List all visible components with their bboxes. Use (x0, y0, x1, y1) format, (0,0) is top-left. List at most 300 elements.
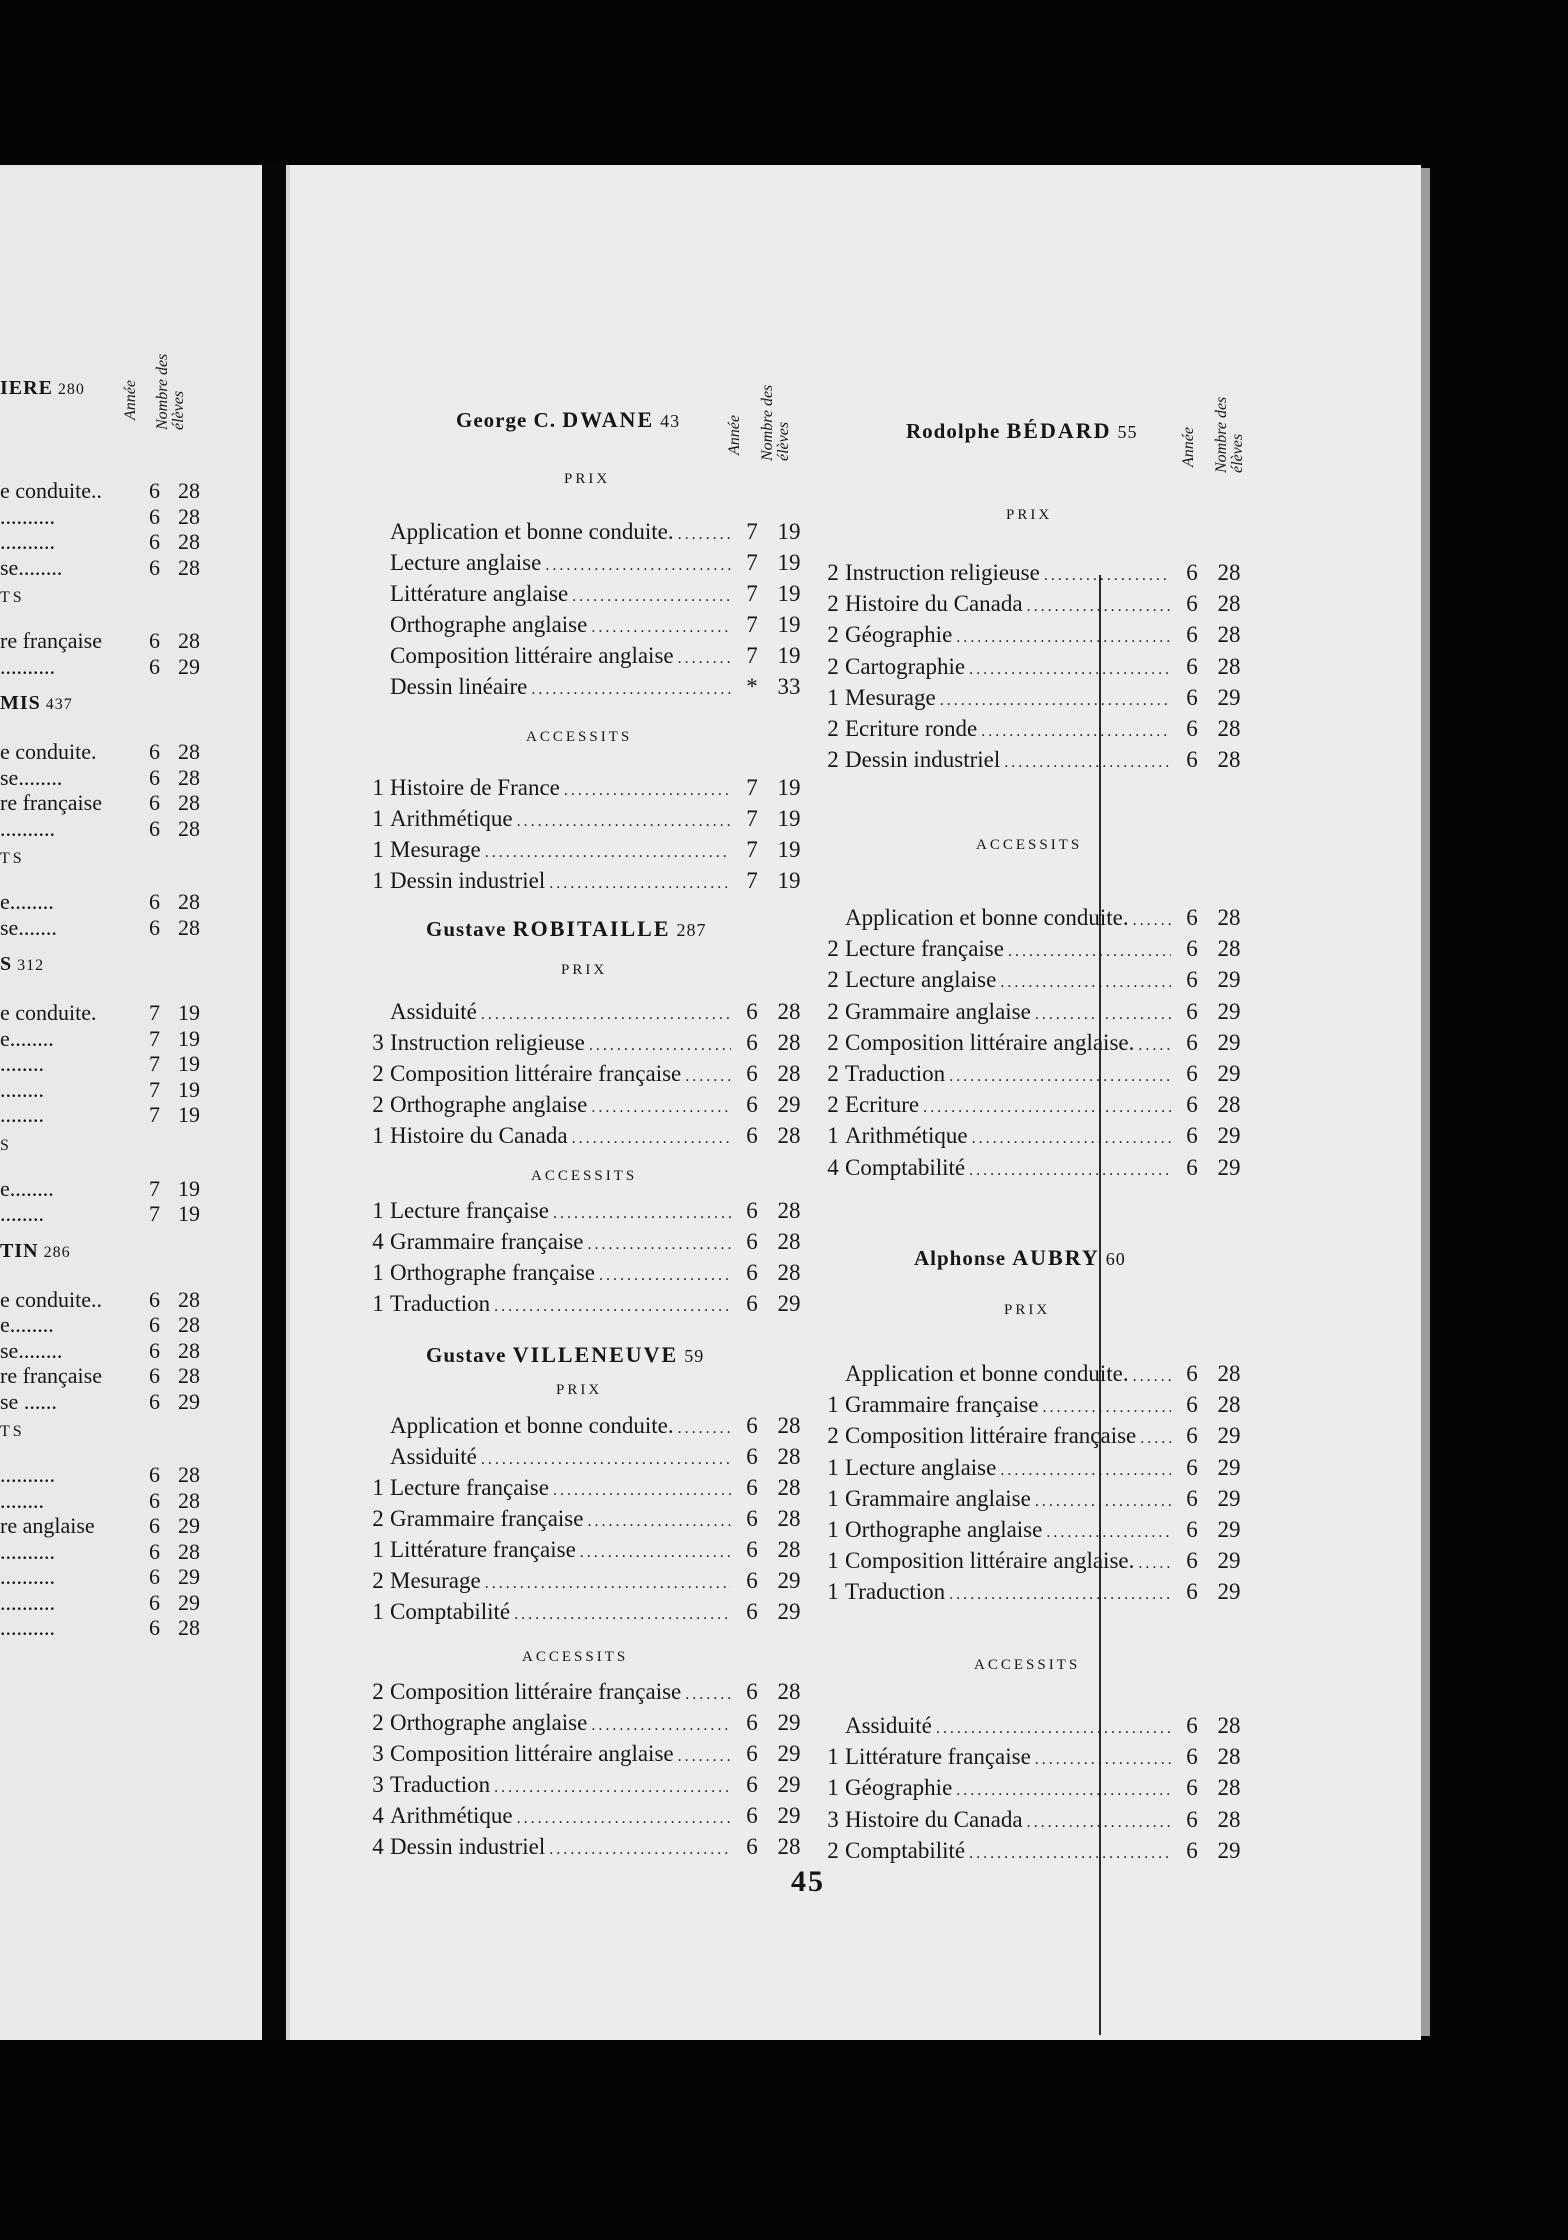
prize-row (821, 620, 1251, 650)
subject-name: Histoire de France (390, 775, 560, 800)
leader-dots (1042, 1393, 1171, 1423)
subject-name: Cartographie (845, 653, 966, 679)
prize-row-fragment (0, 1175, 200, 1203)
pupil-count: 29 (178, 1513, 200, 1538)
rank-number: 4 (827, 1154, 839, 1180)
rank-number: 2 (827, 936, 839, 962)
year-value: 6 (1186, 1579, 1198, 1605)
rank-number: 2 (827, 591, 839, 617)
student-first-name: Gustave (426, 1343, 507, 1367)
rank-number: 1 (372, 1291, 384, 1316)
subject-name: Géographie (845, 1775, 953, 1801)
pupil-count: 28 (178, 1337, 200, 1363)
student-name (906, 418, 1138, 444)
year-value: 6 (149, 739, 160, 764)
subject-fragment: .......... (0, 1538, 55, 1564)
prize-row (821, 1359, 1251, 1389)
year-value: 6 (746, 1092, 758, 1117)
student-name (426, 916, 707, 942)
leader-dots (1138, 1549, 1171, 1579)
student-last-name: ROBITAILLE (512, 916, 671, 941)
year-value: 7 (746, 868, 758, 893)
year-value: 6 (149, 653, 160, 679)
rank-number: 2 (372, 1568, 384, 1593)
page-edge (1421, 168, 1430, 2036)
subject-fragment: e........ (0, 889, 54, 914)
subject-name: Composition littéraire anglaise (390, 643, 674, 668)
rank-number: 2 (372, 1061, 384, 1086)
leader-dots (494, 1773, 731, 1803)
accessits-heading: ACCESSITS (974, 1657, 1081, 1673)
student-name (456, 407, 680, 433)
subject-name: Mesurage (390, 837, 481, 862)
subject-fragment: ........ (0, 1076, 44, 1102)
prize-row (366, 1059, 811, 1089)
pupil-count: 28 (1217, 747, 1241, 773)
subject-fragment: se........ (0, 554, 63, 580)
prize-row (821, 745, 1251, 775)
prize-row (366, 1535, 811, 1565)
student-last-name: MIS (0, 692, 41, 714)
rank-number: 1 (372, 1198, 384, 1223)
year-value: 6 (746, 1444, 758, 1469)
student-last-name: IERE (0, 377, 53, 399)
pupil-count: 28 (777, 1061, 801, 1086)
subject-fragment: re française (0, 1363, 102, 1388)
page-number: 45 (791, 1865, 825, 1898)
subject-fragment: .......... (0, 1615, 55, 1640)
year-value: 6 (149, 503, 160, 529)
leader-dots (678, 1414, 731, 1444)
year-value: 6 (1186, 653, 1198, 679)
section-heading-fragment: TS (0, 589, 25, 606)
student-last-name: DWANE (562, 407, 655, 432)
year-value: 6 (1186, 1061, 1198, 1086)
subject-name: Assiduité (390, 1444, 477, 1469)
accessits-heading: ACCESSITS (522, 1649, 629, 1665)
rank-number: 1 (372, 868, 384, 893)
year-value: 6 (1186, 1713, 1198, 1738)
leader-dots (587, 1230, 731, 1260)
subject-fragment: .......... (0, 815, 55, 841)
leader-dots (940, 686, 1171, 716)
subject-name: Lecture française (845, 936, 1004, 962)
year-value: 6 (746, 999, 758, 1024)
year-value: 6 (746, 1803, 758, 1828)
prize-row (366, 1411, 811, 1441)
prize-row-fragment (0, 477, 200, 505)
year-value: 6 (1186, 1392, 1198, 1418)
leader-dots (949, 1062, 1171, 1092)
subject-name: Orthographe anglaise (390, 1710, 588, 1735)
pupil-count: 29 (777, 1772, 801, 1797)
pupil-count: 28 (777, 1413, 801, 1438)
pupil-count: 29 (777, 1568, 801, 1593)
prize-row-fragment (0, 1311, 200, 1339)
pupil-count: 19 (777, 775, 801, 800)
count-column-header: Nombre des élèves (154, 353, 187, 430)
prix-heading: PRIX (1006, 507, 1053, 523)
subject-name: Arithmétique (390, 1803, 513, 1828)
prize-row-fragment (0, 789, 200, 817)
student-last-name: BÉDARD (1006, 418, 1112, 443)
subject-name: Composition littéraire anglaise (390, 1741, 674, 1766)
accessit-row (821, 1805, 1251, 1835)
pupil-count: 28 (178, 1312, 200, 1337)
student-id: 437 (45, 696, 73, 713)
leader-dots (589, 1031, 731, 1061)
subject-name: Grammaire anglaise (845, 1485, 1031, 1511)
pupil-count: 28 (1217, 1713, 1241, 1738)
pupil-count: 28 (178, 790, 200, 815)
rank-number: 2 (827, 1423, 839, 1449)
pupil-count: 28 (1217, 591, 1241, 617)
year-value: 6 (1186, 1837, 1198, 1863)
accessit-row (821, 903, 1251, 933)
rank-number: 2 (827, 747, 839, 773)
prix-heading: PRIX (1004, 1302, 1051, 1318)
student-name-fragment (0, 953, 44, 976)
pupil-count: 28 (178, 529, 200, 554)
subject-fragment: ........ (0, 1051, 44, 1076)
accessit-row (366, 804, 811, 834)
pupil-count: 29 (777, 1741, 801, 1766)
subject-name: Dessin linéaire (390, 674, 528, 699)
year-value: * (746, 674, 758, 699)
subject-name: Orthographe anglaise (390, 1092, 588, 1117)
section-heading-fragment: S (0, 1136, 12, 1154)
year-value: 7 (746, 643, 758, 668)
subject-fragment: e........ (0, 1025, 54, 1051)
pupil-count: 28 (777, 1229, 801, 1254)
rank-number: 2 (372, 1506, 384, 1531)
prize-row (366, 1473, 811, 1503)
section-heading-fragment: TS (0, 1423, 25, 1440)
subject-name: Assiduité (390, 999, 477, 1024)
year-value: 6 (746, 1772, 758, 1797)
pupil-count: 29 (178, 1564, 200, 1589)
subject-name: Orthographe anglaise (845, 1517, 1043, 1542)
pupil-count: 28 (777, 1123, 801, 1148)
leader-dots (485, 838, 731, 868)
leader-dots (517, 1804, 731, 1834)
year-value: 7 (746, 806, 758, 831)
rank-number: 1 (827, 1579, 839, 1605)
rank-number: 2 (372, 1092, 384, 1117)
prize-row (366, 610, 811, 640)
subject-name: Histoire du Canada (390, 1123, 568, 1148)
year-value: 6 (746, 1599, 758, 1624)
prize-row (366, 548, 811, 578)
student-first-name: Gustave (426, 917, 507, 941)
accessit-row (366, 1770, 811, 1800)
left-page-content (0, 165, 262, 2040)
year-value: 6 (149, 1615, 160, 1640)
pupil-count: 29 (777, 1092, 801, 1117)
leader-dots (549, 869, 731, 899)
accessit-row (366, 773, 811, 803)
year-value: 7 (149, 1175, 160, 1201)
pupil-count: 28 (777, 999, 801, 1024)
accessits-heading: ACCESSITS (976, 837, 1083, 853)
pupil-count: 19 (178, 1025, 200, 1051)
prize-row (366, 1566, 811, 1596)
year-value: 6 (746, 1568, 758, 1593)
year-value: 7 (746, 775, 758, 800)
pupil-count: 29 (1217, 1548, 1241, 1574)
pupil-count: 29 (1217, 967, 1241, 993)
subject-name: Mesurage (390, 1568, 481, 1593)
pupil-count: 29 (777, 1599, 801, 1624)
rank-number: 1 (827, 1744, 839, 1770)
prize-row (366, 1121, 811, 1151)
year-value: 6 (1186, 1154, 1198, 1180)
pupil-count: 28 (178, 889, 200, 914)
pupil-count: 28 (178, 1286, 200, 1312)
subject-name: Ecriture ronde (845, 716, 978, 741)
leader-dots (517, 807, 731, 837)
leader-dots (1140, 1424, 1171, 1454)
year-value: 7 (746, 550, 758, 575)
leader-dots (1035, 1000, 1171, 1030)
pupil-count: 28 (178, 764, 200, 790)
year-value: 6 (149, 628, 160, 653)
year-value: 7 (746, 837, 758, 862)
prize-row-fragment (0, 1050, 200, 1078)
subject-fragment: e........ (0, 1312, 54, 1337)
rank-number: 1 (372, 1599, 384, 1624)
student-name-fragment (0, 1240, 71, 1263)
prize-row-fragment (0, 1487, 200, 1515)
rank-number: 1 (372, 806, 384, 831)
student-id: 312 (17, 957, 45, 974)
pupil-count: 29 (1217, 1454, 1241, 1480)
subject-name: Dessin industriel (390, 868, 546, 893)
student-last-name: VILLENEUVE (512, 1342, 679, 1367)
leader-dots (591, 1711, 731, 1741)
pupil-count: 28 (1217, 560, 1241, 585)
rank-number: 1 (372, 775, 384, 800)
year-value: 6 (149, 1589, 160, 1615)
section-heading-fragment: TS (0, 850, 25, 867)
year-value: 7 (746, 519, 758, 544)
pupil-count: 19 (178, 1175, 200, 1201)
year-value: 6 (149, 790, 160, 815)
subject-name: Dessin industriel (845, 747, 1001, 773)
subject-name: Composition littéraire française (390, 1679, 682, 1704)
student-last-name: AUBRY (1012, 1245, 1100, 1270)
subject-name: Traduction (390, 1772, 491, 1797)
accessit-row (821, 1059, 1251, 1089)
student-id: 60 (1105, 1249, 1126, 1269)
student-name-fragment (0, 377, 85, 400)
year-value: 6 (149, 1286, 160, 1312)
prize-row (821, 683, 1251, 713)
prize-row-fragment (0, 554, 200, 582)
leader-dots (923, 1093, 1171, 1123)
rank-number: 2 (372, 1679, 384, 1704)
pupil-count: 29 (1217, 998, 1241, 1024)
year-value: 6 (746, 1710, 758, 1735)
accessit-row (821, 1090, 1251, 1120)
pupil-count: 28 (777, 1030, 801, 1055)
prize-row-fragment (0, 1589, 200, 1617)
student-first-name: Rodolphe (906, 419, 1001, 443)
subject-name: Lecture française (390, 1198, 549, 1223)
pupil-count: 28 (777, 1679, 801, 1704)
rank-number: 1 (372, 1537, 384, 1562)
prize-row-fragment (0, 627, 200, 655)
accessit-row (821, 1742, 1251, 1772)
year-value: 6 (746, 1741, 758, 1766)
accessit-row (821, 1028, 1251, 1058)
leader-dots (545, 551, 731, 581)
rank-number: 4 (372, 1834, 384, 1859)
pupil-count: 29 (1217, 1123, 1241, 1149)
prize-row-fragment (0, 1076, 200, 1104)
year-value: 6 (149, 1513, 160, 1538)
page-45 (286, 165, 1421, 2040)
year-value: 6 (149, 764, 160, 790)
pupil-count: 28 (1217, 1361, 1241, 1386)
subject-name: Arithmétique (390, 806, 513, 831)
subject-fragment: .......... (0, 653, 55, 679)
year-value: 7 (149, 1000, 160, 1025)
pupil-count: 19 (178, 1000, 200, 1025)
leader-dots (956, 623, 1171, 653)
year-value: 6 (746, 1229, 758, 1254)
student-id: 55 (1117, 422, 1138, 442)
subject-fragment: .......... (0, 503, 55, 529)
year-value: 6 (746, 1537, 758, 1562)
pupil-count: 28 (1217, 905, 1241, 930)
leader-dots (678, 520, 731, 550)
leader-dots (685, 1680, 731, 1710)
subject-name: Littérature anglaise (390, 581, 569, 606)
subject-fragment: .......... (0, 1564, 55, 1589)
subject-name: Comptabilité (845, 1837, 966, 1863)
pupil-count: 28 (178, 554, 200, 580)
year-value: 6 (1186, 1361, 1198, 1386)
year-value: 6 (1186, 998, 1198, 1024)
student-id: 286 (43, 1243, 71, 1261)
student-name (914, 1245, 1126, 1271)
pupil-count: 28 (178, 628, 200, 653)
leader-dots (1027, 1808, 1171, 1838)
subject-name: Dessin industriel (390, 1834, 546, 1859)
subject-name: Orthographe anglaise (390, 612, 588, 637)
year-value: 6 (149, 914, 160, 940)
year-value: 6 (746, 1123, 758, 1148)
subject-fragment: re anglaise (0, 1513, 95, 1538)
pupil-count: 28 (1217, 1392, 1241, 1418)
year-column-header: Année (122, 380, 139, 420)
rank-number: 1 (827, 1485, 839, 1511)
rank-number: 2 (827, 716, 839, 741)
rank-number: 1 (372, 837, 384, 862)
rank-number: 4 (372, 1229, 384, 1254)
rank-number: 1 (827, 1392, 839, 1418)
pupil-count: 28 (777, 1475, 801, 1500)
subject-name: Littérature française (845, 1744, 1031, 1770)
year-value: 6 (1186, 1775, 1198, 1801)
year-value: 6 (149, 1564, 160, 1589)
rank-number: 1 (827, 1517, 839, 1542)
accessit-row (366, 1227, 811, 1257)
prix-heading: PRIX (561, 962, 608, 978)
subject-name: Histoire du Canada (845, 1806, 1023, 1832)
pupil-count: 29 (1217, 1485, 1241, 1511)
pupil-count: 19 (777, 868, 801, 893)
year-value: 6 (1186, 1029, 1198, 1055)
student-id: 43 (660, 411, 681, 431)
year-value: 6 (746, 1475, 758, 1500)
leader-dots (485, 1569, 731, 1599)
subject-name: Orthographe française (390, 1260, 595, 1285)
leader-dots (591, 1093, 731, 1123)
year-value: 6 (1186, 1454, 1198, 1480)
leader-dots (1133, 1362, 1171, 1392)
year-value: 6 (746, 1413, 758, 1438)
year-value: 6 (149, 1462, 160, 1487)
prize-row (366, 1090, 811, 1120)
prize-row (821, 1577, 1251, 1607)
pupil-count: 28 (178, 1462, 200, 1487)
subject-name: Application et bonne conduite. (390, 1413, 674, 1438)
pupil-count: 28 (1217, 1092, 1241, 1118)
leader-dots (599, 1261, 731, 1291)
prize-row (821, 589, 1251, 619)
left-page-fragment (0, 165, 262, 2040)
prize-row (366, 1442, 811, 1472)
student-id: 287 (676, 920, 707, 940)
rank-number: 4 (372, 1803, 384, 1828)
subject-name: Comptabilité (390, 1599, 511, 1624)
pupil-count: 19 (777, 806, 801, 831)
prize-row-fragment (0, 914, 200, 942)
pupil-count: 28 (1217, 1806, 1241, 1832)
year-value: 6 (149, 1363, 160, 1388)
leader-dots (494, 1292, 731, 1322)
year-value: 6 (1186, 1744, 1198, 1770)
subject-name: Instruction religieuse (845, 560, 1040, 585)
leader-dots (1035, 1745, 1171, 1775)
prize-row (821, 1484, 1251, 1514)
subject-name: Composition littéraire anglaise. (845, 1029, 1135, 1055)
accessits-heading: ACCESSITS (526, 729, 633, 745)
leader-dots (481, 1445, 731, 1475)
accessit-row (366, 1289, 811, 1319)
subject-name: Grammaire française (390, 1506, 584, 1531)
year-value: 6 (1186, 1548, 1198, 1574)
pupil-count: 29 (777, 1291, 801, 1316)
prize-row (821, 1546, 1251, 1576)
subject-name: Application et bonne conduite. (845, 905, 1129, 930)
prize-row (366, 517, 811, 547)
accessit-row (366, 1677, 811, 1707)
pupil-count: 28 (178, 815, 200, 841)
leader-dots (1000, 968, 1171, 998)
subject-fragment: se........ (0, 1337, 63, 1363)
subject-fragment: re française (0, 790, 102, 815)
year-value: 7 (149, 1025, 160, 1051)
prize-row-fragment (0, 999, 200, 1027)
year-value: 7 (149, 1201, 160, 1226)
accessit-row (366, 1801, 811, 1831)
pupil-count: 28 (178, 739, 200, 764)
year-value: 6 (1186, 1806, 1198, 1832)
pupil-count: 29 (1217, 1154, 1241, 1180)
